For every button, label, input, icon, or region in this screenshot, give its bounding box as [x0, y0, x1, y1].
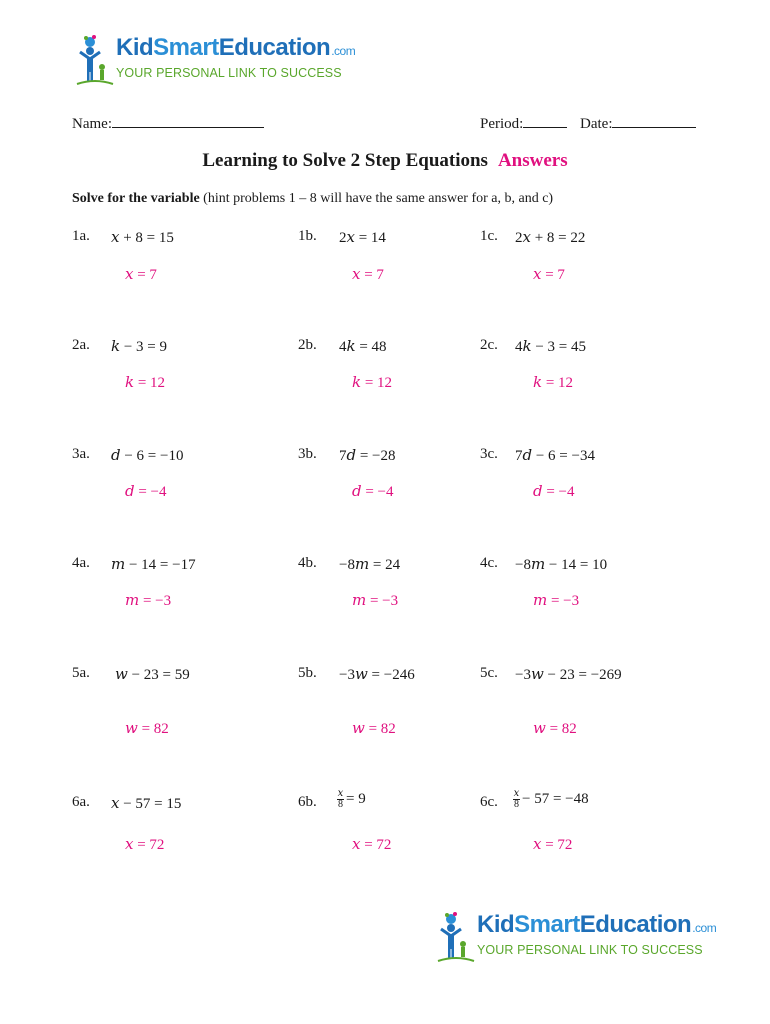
- name-blank: [112, 113, 264, 128]
- problem-answer: 𝑥 = 72: [352, 837, 392, 853]
- page-title: [0, 150, 770, 172]
- fraction: $\frac{\text{𝑥}}{8}$: [337, 788, 344, 810]
- problem-answer: 𝑥 = 72: [125, 837, 165, 853]
- problem-equation: 4𝑘 − 3 = 45: [515, 339, 587, 355]
- kids-figures-icon: [76, 34, 114, 86]
- problem-label: 2c.: [480, 337, 498, 353]
- fraction: $\frac{\text{𝑥}}{8}$: [513, 788, 520, 810]
- instructions-bold: Solve for the variable: [72, 191, 200, 206]
- problem-equation: 𝑥 + 8 = 15: [111, 230, 174, 246]
- problem-answer: 𝑘 = 12: [533, 375, 574, 391]
- instructions-hint: (hint problems 1 – 8 will have the same answer for a, b, and c): [199, 191, 554, 206]
- instructions: [72, 191, 553, 207]
- problem-equation: 7𝑑 = −28: [339, 448, 396, 464]
- name-field: [72, 113, 264, 133]
- problem-answer: 𝑤 = 82: [125, 721, 169, 737]
- problem-label: 1a.: [72, 228, 90, 244]
- problem-answer: 𝑑 = −4: [533, 484, 575, 500]
- date-field: [580, 113, 696, 133]
- title-answers: Answers: [497, 150, 568, 171]
- problem-label: 1b.: [298, 228, 317, 244]
- problem-label: 2a.: [72, 337, 90, 353]
- problem-answer: 𝑤 = 82: [533, 721, 577, 737]
- problem-label: 5c.: [480, 665, 498, 681]
- problem-answer: 𝑘 = 12: [352, 375, 393, 391]
- problem-answer: 𝑥 = 7: [125, 267, 157, 283]
- problem-equation: −3𝑤 = −246: [339, 667, 415, 683]
- date-label: Date:: [580, 116, 613, 132]
- problem-equation: 7𝑑 − 6 = −34: [515, 448, 595, 464]
- problem-equation: −3𝑤 − 23 = −269: [515, 667, 622, 683]
- problem-answer: 𝑥 = 7: [533, 267, 565, 283]
- brand-tagline: YOUR PERSONAL LINK TO SUCCESS: [116, 66, 342, 80]
- problem-label: 4b.: [298, 555, 317, 571]
- problem-answer: 𝑥 = 72: [533, 837, 573, 853]
- brand-name: KidSmartEducation.com: [477, 911, 717, 938]
- problem-label: 6b.: [298, 794, 317, 810]
- problem-answer: 𝑚 = −3: [352, 593, 399, 609]
- problem-answer: 𝑘 = 12: [125, 375, 166, 391]
- problem-label: 5a.: [72, 665, 90, 681]
- problem-label: 6a.: [72, 794, 90, 810]
- problem-label: 1c.: [480, 228, 498, 244]
- kids-figures-icon: [437, 911, 475, 963]
- problem-equation: 𝑤 − 23 = 59: [115, 667, 190, 683]
- problem-equation: 2𝑥 = 14: [339, 230, 386, 246]
- problem-answer: 𝑤 = 82: [352, 721, 396, 737]
- title-main: Learning to Solve 2 Step Equations: [202, 150, 488, 171]
- brand-tagline: YOUR PERSONAL LINK TO SUCCESS: [477, 943, 703, 957]
- problem-equation: $\frac{\text{𝑥}}{8}$ − 57 = −48: [513, 788, 589, 810]
- problem-equation: 2𝑥 + 8 = 22: [515, 230, 586, 246]
- problem-answer: 𝑥 = 7: [352, 267, 384, 283]
- problem-label: 4a.: [72, 555, 90, 571]
- problem-equation: −8𝑚 − 14 = 10: [515, 557, 608, 573]
- problem-label: 3b.: [298, 446, 317, 462]
- problem-label: 2b.: [298, 337, 317, 353]
- name-label: Name:: [72, 116, 112, 132]
- problem-label: 4c.: [480, 555, 498, 571]
- problem-equation: 𝑚 − 14 = −17: [111, 557, 196, 573]
- problem-answer: 𝑚 = −3: [533, 593, 580, 609]
- period-field: [480, 113, 567, 133]
- problem-answer: 𝑚 = −3: [125, 593, 172, 609]
- problem-equation: 𝑥 − 57 = 15: [111, 796, 182, 812]
- brand-name: KidSmartEducation.com: [116, 34, 356, 61]
- problem-label: 3c.: [480, 446, 498, 462]
- problem-equation: −8𝑚 = 24: [339, 557, 401, 573]
- problem-answer: 𝑑 = −4: [352, 484, 394, 500]
- problem-equation: 𝑘 − 3 = 9: [111, 339, 168, 355]
- problem-label: 3a.: [72, 446, 90, 462]
- kidsmart-logo: [76, 34, 355, 86]
- date-blank: [612, 113, 696, 128]
- problem-equation: 𝑑 − 6 = −10: [111, 448, 184, 464]
- problem-label: 5b.: [298, 665, 317, 681]
- problem-answer: 𝑑 = −4: [125, 484, 167, 500]
- problem-equation: 4𝑘 = 48: [339, 339, 387, 355]
- kidsmart-logo-footer: [437, 911, 716, 963]
- problem-equation: $\frac{\text{𝑥}}{8}$ = 9: [337, 788, 366, 810]
- problem-label: 6c.: [480, 794, 498, 810]
- period-blank: [523, 113, 567, 128]
- period-label: Period:: [480, 116, 524, 132]
